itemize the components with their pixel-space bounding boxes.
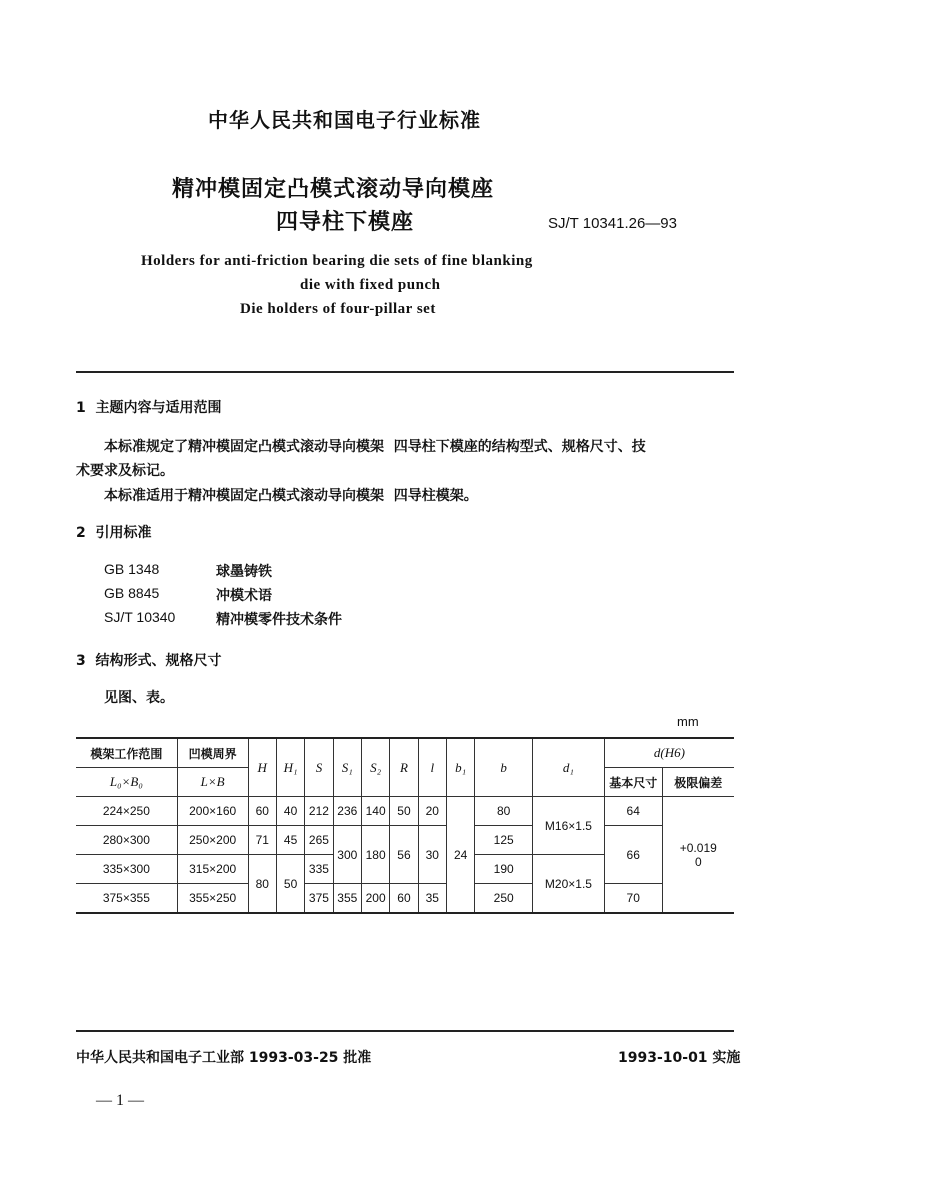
header-working-range: 模架工作范围 bbox=[76, 738, 177, 768]
cell-d1: M20×1.5 bbox=[533, 855, 605, 914]
header-S2: S₂ bbox=[361, 738, 389, 797]
cell-S: 212 bbox=[305, 797, 333, 826]
header-die-symbol: L×B bbox=[177, 768, 248, 797]
header-divider bbox=[76, 371, 734, 373]
cell-l: 30 bbox=[418, 826, 446, 884]
cell-d-tolerance bbox=[662, 797, 734, 914]
cell-S2: 180 bbox=[361, 826, 389, 884]
header-die-perimeter: 凹模周界 bbox=[177, 738, 248, 768]
cell-die: 355×250 bbox=[177, 884, 248, 914]
cell-d-basic: 64 bbox=[604, 797, 662, 826]
cell-S1: 300 bbox=[333, 826, 361, 884]
table-row bbox=[76, 797, 734, 826]
cell-S: 335 bbox=[305, 855, 333, 884]
cell-b: 250 bbox=[475, 884, 533, 914]
header-R: R bbox=[390, 738, 418, 797]
tolerance-lower: 0 bbox=[694, 854, 702, 869]
reference-code: GB 8845 bbox=[104, 585, 160, 601]
cell-b: 125 bbox=[475, 826, 533, 855]
cell-die: 315×200 bbox=[177, 855, 248, 884]
reference-name: 冲模术语 bbox=[216, 588, 272, 604]
cell-H: 80 bbox=[248, 855, 276, 914]
cell-l: 20 bbox=[418, 797, 446, 826]
cell-S: 375 bbox=[305, 884, 333, 914]
standard-title-line2: 四导柱下模座 bbox=[276, 210, 415, 235]
page-number: — 1 — bbox=[96, 1092, 144, 1109]
table-header-row bbox=[76, 738, 734, 768]
section1-paragraph1-line2: 术要求及标记。 bbox=[76, 463, 174, 479]
table-row bbox=[76, 884, 734, 914]
header-basic-size: 基本尺寸 bbox=[604, 768, 662, 797]
cell-S2: 140 bbox=[361, 797, 389, 826]
cell-S2: 200 bbox=[361, 884, 389, 914]
header-d: d(H6) bbox=[604, 738, 734, 768]
table-row bbox=[76, 826, 734, 855]
cell-H1: 40 bbox=[276, 797, 304, 826]
cell-range: 224×250 bbox=[76, 797, 177, 826]
section1-heading: 1 主题内容与适用范围 bbox=[76, 400, 222, 416]
header-d1: d₁ bbox=[533, 738, 605, 797]
cell-d-basic: 66 bbox=[604, 826, 662, 884]
header-b: b bbox=[475, 738, 533, 797]
header-b1: b₁ bbox=[446, 738, 474, 797]
cell-b1: 24 bbox=[446, 797, 474, 914]
header-limit-deviation: 极限偏差 bbox=[662, 768, 734, 797]
english-title-line1: Holders for anti-friction bearing die sets of fine blanking bbox=[141, 253, 533, 269]
dimension-table bbox=[76, 737, 734, 914]
section2-heading: 2 引用标准 bbox=[76, 525, 152, 541]
reference-name: 球墨铸铁 bbox=[216, 564, 272, 580]
header-H1: H₁ bbox=[276, 738, 304, 797]
english-title-line2: die with fixed punch bbox=[300, 277, 441, 293]
footer-divider bbox=[76, 1030, 734, 1032]
cell-die: 250×200 bbox=[177, 826, 248, 855]
tolerance-upper: +0.019 bbox=[679, 840, 717, 855]
standard-code: SJ/T 10341.26—93 bbox=[548, 215, 677, 232]
cell-b: 80 bbox=[475, 797, 533, 826]
cell-H: 60 bbox=[248, 797, 276, 826]
english-title-line3: Die holders of four-pillar set bbox=[240, 301, 436, 317]
reference-code: SJ/T 10340 bbox=[104, 609, 176, 625]
approval-line: 中华人民共和国电子工业部 1993-03-25 批准 bbox=[76, 1050, 372, 1066]
cell-S1: 236 bbox=[333, 797, 361, 826]
cell-l: 35 bbox=[418, 884, 446, 914]
cell-R: 56 bbox=[390, 826, 418, 884]
header-range-symbol: L₀×B₀ bbox=[76, 768, 177, 797]
header-H: H bbox=[248, 738, 276, 797]
cell-H1: 50 bbox=[276, 855, 304, 914]
cell-S: 265 bbox=[305, 826, 333, 855]
cell-S1: 355 bbox=[333, 884, 361, 914]
section3-note: 见图、表。 bbox=[104, 690, 174, 706]
section1-paragraph1-line1: 本标准规定了精冲模固定凸模式滚动导向模架 四导柱下模座的结构型式、规格尺寸、技 bbox=[104, 439, 646, 455]
cell-H1: 45 bbox=[276, 826, 304, 855]
header-S: S bbox=[305, 738, 333, 797]
header-S1: S₁ bbox=[333, 738, 361, 797]
cell-R: 60 bbox=[390, 884, 418, 914]
cell-H: 71 bbox=[248, 826, 276, 855]
section3-heading: 3 结构形式、规格尺寸 bbox=[76, 653, 222, 669]
cell-range: 375×355 bbox=[76, 884, 177, 914]
cell-die: 200×160 bbox=[177, 797, 248, 826]
cell-range: 280×300 bbox=[76, 826, 177, 855]
issuing-organization: 中华人民共和国电子行业标准 bbox=[208, 108, 481, 132]
cell-range: 335×300 bbox=[76, 855, 177, 884]
header-l: l bbox=[418, 738, 446, 797]
section1-paragraph2: 本标准适用于精冲模固定凸模式滚动导向模架 四导柱模架。 bbox=[104, 488, 478, 504]
standard-title-line1: 精冲模固定凸模式滚动导向模座 bbox=[172, 177, 495, 202]
cell-b: 190 bbox=[475, 855, 533, 884]
cell-d1: M16×1.5 bbox=[533, 797, 605, 855]
cell-R: 50 bbox=[390, 797, 418, 826]
reference-code: GB 1348 bbox=[104, 561, 160, 577]
implementation-date: 1993-10-01 实施 bbox=[618, 1050, 741, 1066]
cell-d-basic: 70 bbox=[604, 884, 662, 914]
reference-name: 精冲模零件技术条件 bbox=[216, 612, 342, 628]
table-unit: mm bbox=[677, 714, 699, 729]
